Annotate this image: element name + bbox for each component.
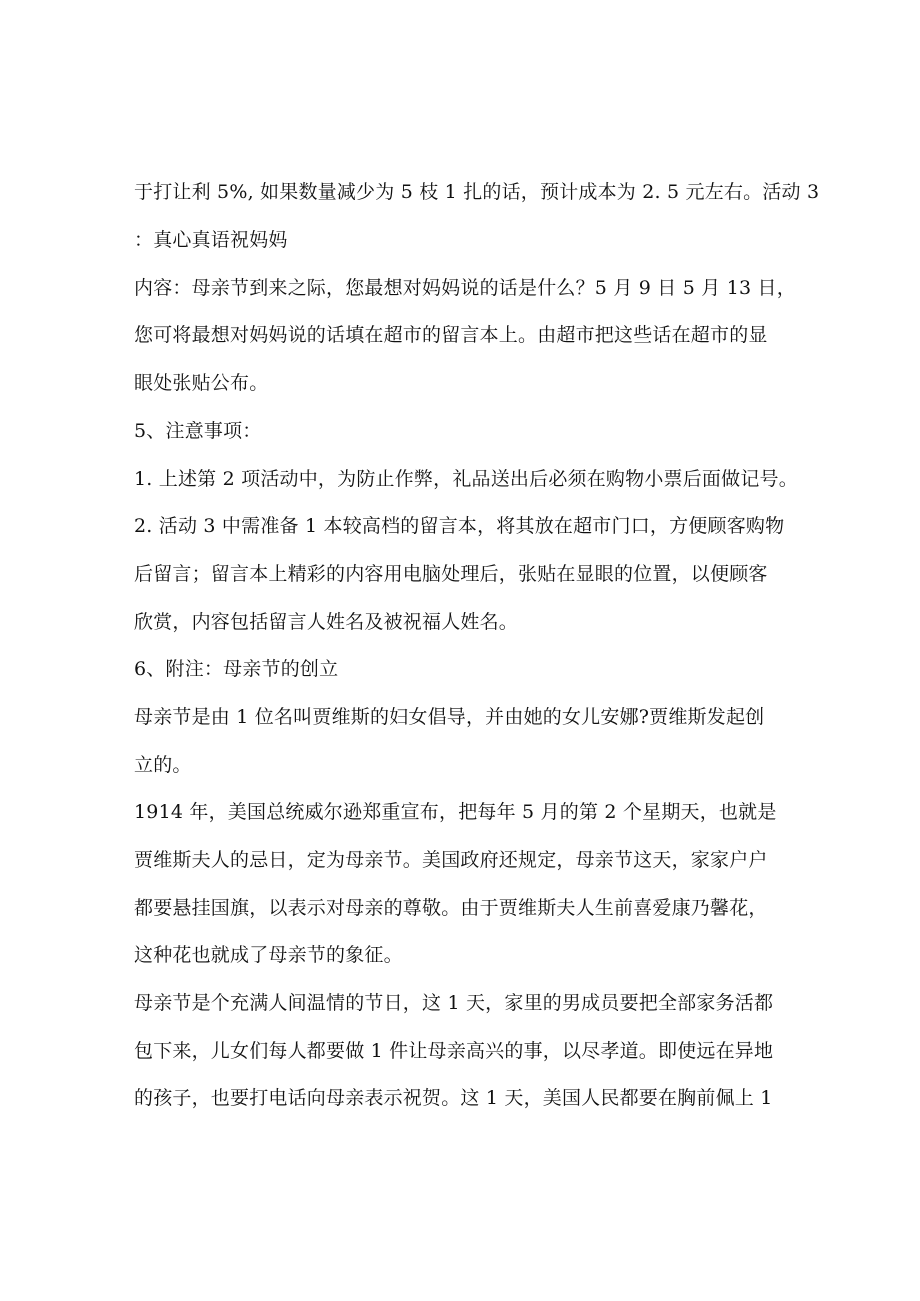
text-line: 母亲节是个充满人间温情的节日，这 1 天，家里的男成员要把全部家务活都 (134, 992, 774, 1014)
text-line: 于打让利 5%, 如果数量减少为 5 枝 1 扎的话，预计成本为 2. 5 元左右。活动 3 (134, 181, 820, 203)
text-line: ：真心真语祝妈妈 (134, 229, 288, 251)
text-line: 立的。 (134, 754, 192, 776)
text-line: 内容：母亲节到来之际，您最想对妈妈说的话是什么？5 月 9 日 5 月 13 日， (134, 277, 796, 299)
text-line: 贾维斯夫人的忌日，定为母亲节。美国政府还规定，母亲节这天，家家户户 (134, 849, 768, 871)
text-line: 欣赏，内容包括留言人姓名及被祝福人姓名。 (134, 611, 519, 633)
text-line: 母亲节是由 1 位名叫贾维斯的妇女倡导，并由她的女儿安娜?贾维斯发起创 (134, 706, 765, 728)
section-heading: 5、注意事项： (134, 420, 262, 442)
text-line: 2. 活动 3 中需准备 1 本较高档的留言本，将其放在超市门口，方便顾客购物 (134, 515, 785, 537)
text-line: 眼处张贴公布。 (134, 372, 269, 394)
text-line: 的孩子，也要打电话向母亲表示祝贺。这 1 天，美国人民都要在胸前佩上 1 (134, 1087, 773, 1109)
text-line: 包下来，儿女们每人都要做 1 件让母亲高兴的事，以尽孝道。即使远在异地 (134, 1040, 774, 1062)
text-line: 都要悬挂国旗，以表示对母亲的尊敬。由于贾维斯夫人生前喜爱康乃馨花， (134, 897, 768, 919)
text-line: 这种花也就成了母亲节的象征。 (134, 944, 403, 966)
text-line: 1914 年，美国总统威尔逊郑重宣布，把每年 5 月的第 2 个星期天，也就是 (134, 801, 777, 823)
text-line: 您可将最想对妈妈说的话填在超市的留言本上。由超市把这些话在超市的显 (134, 324, 768, 346)
section-heading: 6、附注：母亲节的创立 (134, 658, 339, 680)
text-line: 1. 上述第 2 项活动中，为防止作弊，礼品送出后必须在购物小票后面做记号。 (134, 468, 798, 490)
text-line: 后留言；留言本上精彩的内容用电脑处理后，张贴在显眼的位置，以便顾客 (134, 563, 768, 585)
